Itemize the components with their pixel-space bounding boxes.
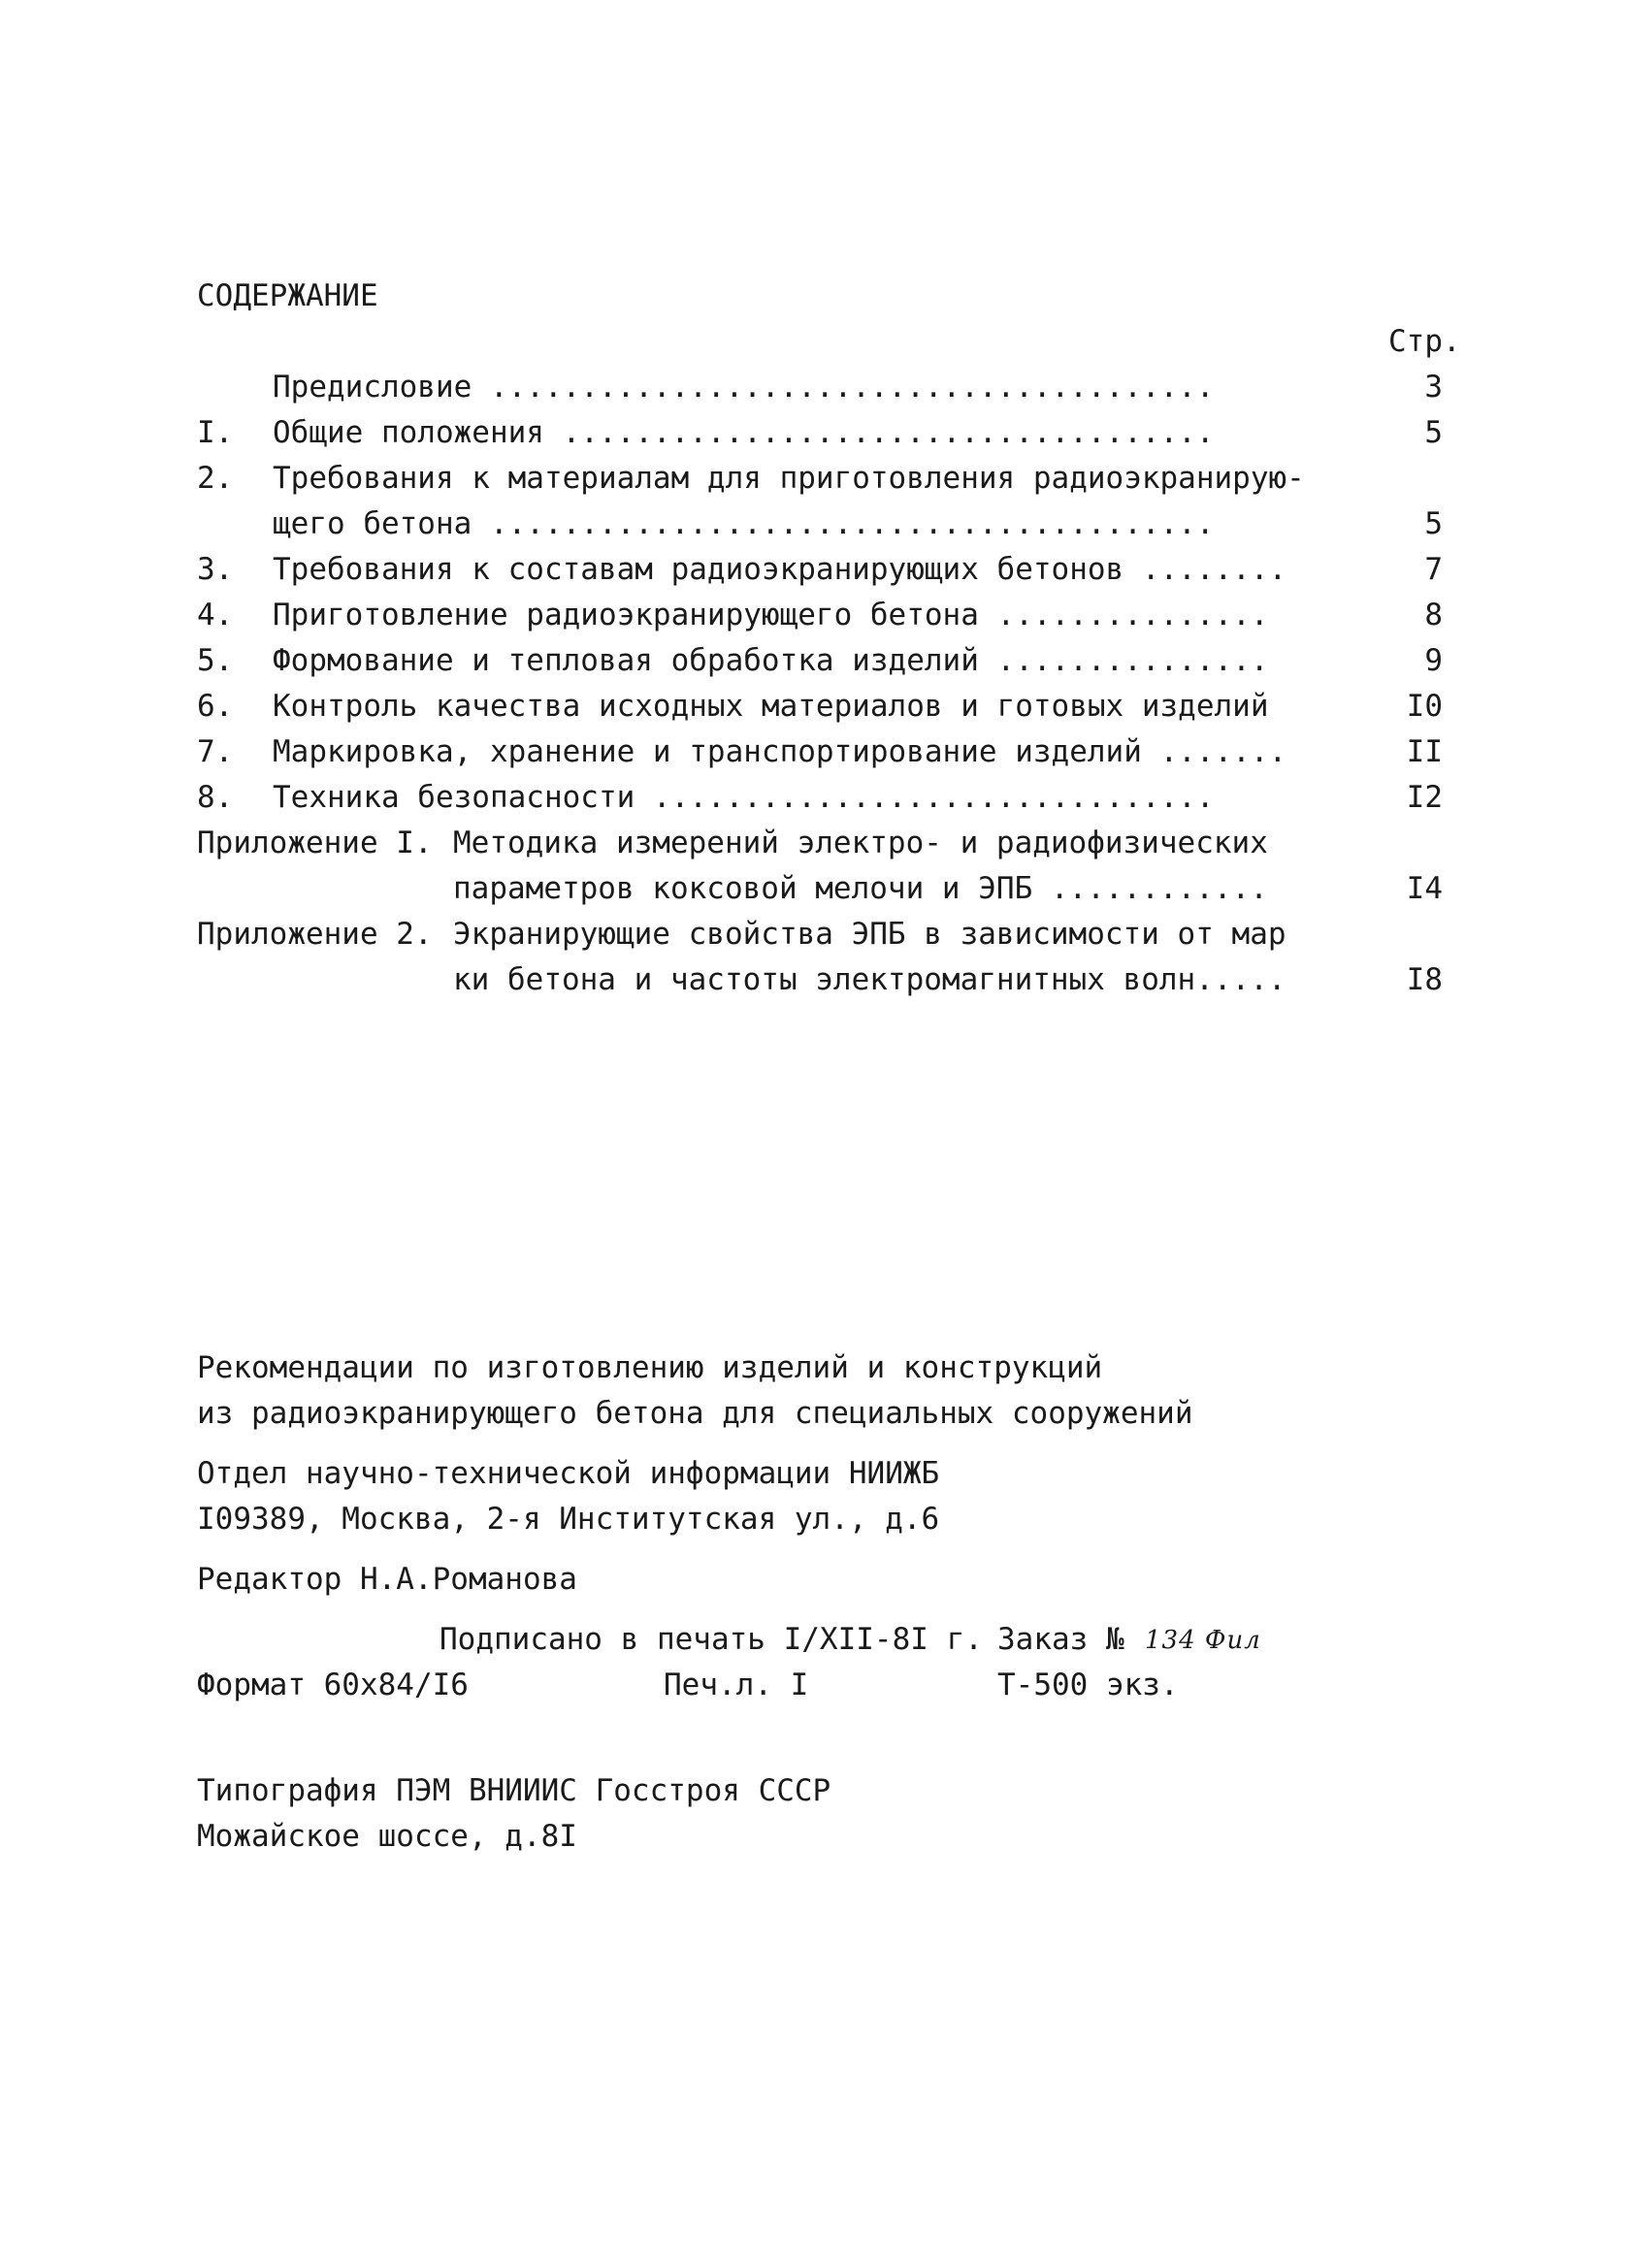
appendix-label: Приложение I. [197,826,433,860]
toc-entry-page: I0 [1406,689,1443,724]
toc-entry-page: I2 [1406,780,1443,815]
imprint-order-label: Заказ № [997,1622,1124,1657]
appendix-page: I4 [1406,871,1443,906]
appendix-page: I8 [1406,962,1443,997]
toc-title: СОДЕРЖАНИЕ [197,278,378,313]
toc-entry-text: Формование и тепловая обработка изделий ............... [273,643,1269,678]
imprint-sheets: Печ.л. I [664,1668,809,1702]
toc-entry-page: 9 [1424,643,1443,678]
toc-entry-number: 5. [197,643,234,678]
toc-entry-number: 2. [197,461,234,496]
toc-entry-text: Техника безопасности ............................... [273,780,1215,815]
imprint-title-line1: Рекомендации по изготовлению изделий и конструкций [197,1350,1103,1385]
appendix-text: Экранирующие свойства ЭПБ в зависимости от мар [453,917,1286,952]
imprint-dept-line1: Отдел научно-технической информации НИИЖБ [197,1456,940,1491]
toc-entry-page: II [1406,734,1443,769]
toc-entry-text: Требования к материалам для приготовления радиоэкранирую- [273,461,1305,496]
toc-entry-number: 8. [197,780,234,815]
imprint-format: Формат 60х84/I6 [197,1668,469,1702]
imprint-dept-line2: I09389, Москва, 2-я Институтская ул., д.6 [197,1502,940,1537]
toc-entry-text: Предисловие ........................................ [273,370,1215,405]
appendix-text-cont: параметров коксовой мелочи и ЭПБ ............ [453,871,1268,906]
toc-entry-page: 3 [1424,370,1443,405]
imprint-copies: Т-500 экз. [997,1668,1179,1702]
toc-entry-number: 3. [197,552,234,587]
toc-entry-page: 8 [1424,598,1443,632]
toc-entry-page: 5 [1424,415,1443,450]
imprint-editor: Редактор Н.А.Романова [197,1562,577,1597]
imprint-printer-line1: Типография ПЭМ ВНИИИС Госстроя СССР [197,1773,831,1808]
imprint-printer-line2: Можайское шоссе, д.8I [197,1819,577,1854]
toc-entry-text: Маркировка, хранение и транспортирование изделий ....... [273,734,1287,769]
imprint-title-line2: из радиоэкранирующего бетона для специальных сооружений [197,1396,1193,1431]
appendix-text: Методика измерений электро- и радиофизических [453,826,1268,860]
appendix-label: Приложение 2. [197,917,433,952]
appendix-text-cont: ки бетона и частоты электромагнитных волн..... [453,962,1286,997]
toc-entry-text: Контроль качества исходных материалов и готовых изделий [273,689,1269,724]
toc-entry-text: Приготовление радиоэкранирующего бетона ............... [273,598,1269,632]
toc-entry-number: I. [197,415,234,450]
toc-entry-number: 4. [197,598,234,632]
imprint-order-handwritten: 134 Фил [1145,1626,1261,1655]
toc-entry-text: Общие положения .................................... [273,415,1215,450]
toc-entry-number: 7. [197,734,234,769]
toc-page-header: Стр. [1388,324,1461,359]
toc-entry-page: 7 [1424,552,1443,587]
toc-entry-number: 6. [197,689,234,724]
imprint-signed: Подписано в печать I/XII-8I г. [440,1622,983,1657]
toc-entry-page: 5 [1424,506,1443,541]
toc-entry-text-cont: щего бетона ........................................ [273,506,1215,541]
toc-entry-text: Требования к составам радиоэкранирующих бетонов ........ [273,552,1287,587]
